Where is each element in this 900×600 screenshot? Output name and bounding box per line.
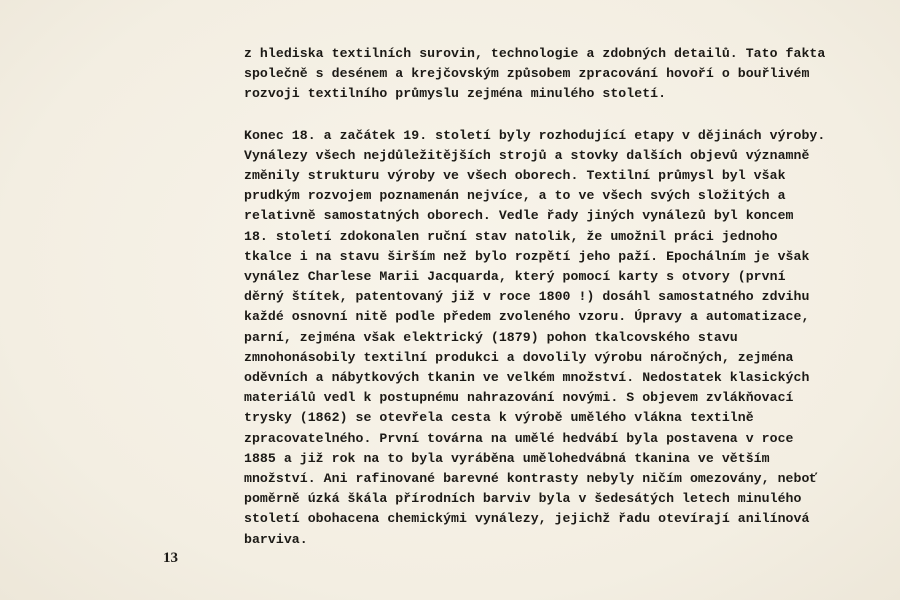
- page-number: 13: [163, 550, 178, 566]
- text-line: množství. Ani rafinované barevné kontrasty nebyly ničím omezovány, neboť: [244, 471, 818, 487]
- text-line: změnily strukturu výroby ve všech oborech. Textilní průmysl byl však: [244, 168, 786, 184]
- text-line: z hlediska textilních surovin, technologie a zdobných detailů. Tato fakta: [244, 46, 826, 61]
- text-line: materiálů vedl k postupnému nahrazování novými. S objevem zvlákňovací: [244, 390, 794, 406]
- text-line: zpracovatelného. První továrna na umělé hedvábí byla postavena v roce: [244, 430, 794, 446]
- text-line: každé osnovní nitě podle předem zvoleného vzoru. Úpravy a automatizace,: [244, 309, 810, 325]
- text-line: zmnohonásobily textilní produkci a dovolily výrobu náročných, zejména: [244, 349, 794, 365]
- text-line: století obohacena chemickými vynálezy, jejichž řadu otevírají anilínová: [244, 511, 810, 527]
- text-line: vynález Charlese Marii Jacquarda, který pomocí karty s otvory (první: [244, 269, 786, 285]
- text-line: tkalce i na stavu širším než bylo rozpětí jeho paží. Epochálním je však: [244, 248, 810, 264]
- text-line: prudkým rozvojem poznamenán nejvíce, a to ve všech svých složitých a: [244, 188, 786, 204]
- text-line: děrný štítek, patentovaný již v roce 1800 !) dosáhl samostatného zdvihu: [244, 289, 810, 305]
- body-text: [244, 44, 864, 550]
- text-line: společně s desénem a krejčovským způsobem zpracování hovoří o bouřlivém: [244, 66, 810, 82]
- text-line: 1885 a již rok na to byla vyráběna umělohedvábná tkanina ve větším: [244, 450, 770, 466]
- paragraph-1: [244, 44, 864, 105]
- text-line: trysky (1862) se otevřela cesta k výrobě umělého vlákna textilně: [244, 410, 754, 426]
- text-line: barviva.: [244, 531, 308, 547]
- text-line: poměrně úzká škála přírodních barviv byla v šedesátých letech minulého: [244, 491, 802, 507]
- text-line: Vynálezy všech nejdůležitějších strojů a stovky dalších objevů významně: [244, 147, 810, 163]
- text-line: oděvních a nábytkových tkanin ve velkém množství. Nedostatek klasických: [244, 370, 810, 386]
- text-line: relativně samostatných oborech. Vedle řady jiných vynálezů byl koncem: [244, 208, 794, 224]
- text-line: Konec 18. a začátek 19. století byly rozhodující etapy v dějinách výroby.: [244, 127, 826, 143]
- paragraph-2: [244, 126, 864, 550]
- text-line: rozvoji textilního průmyslu zejména minulého století.: [244, 86, 667, 102]
- text-line: 18. století zdokonalen ruční stav natolik, že umožnil práci jednoho: [244, 228, 778, 244]
- text-line: parní, zejména však elektrický (1879) pohon tkalcovského stavu: [244, 329, 738, 345]
